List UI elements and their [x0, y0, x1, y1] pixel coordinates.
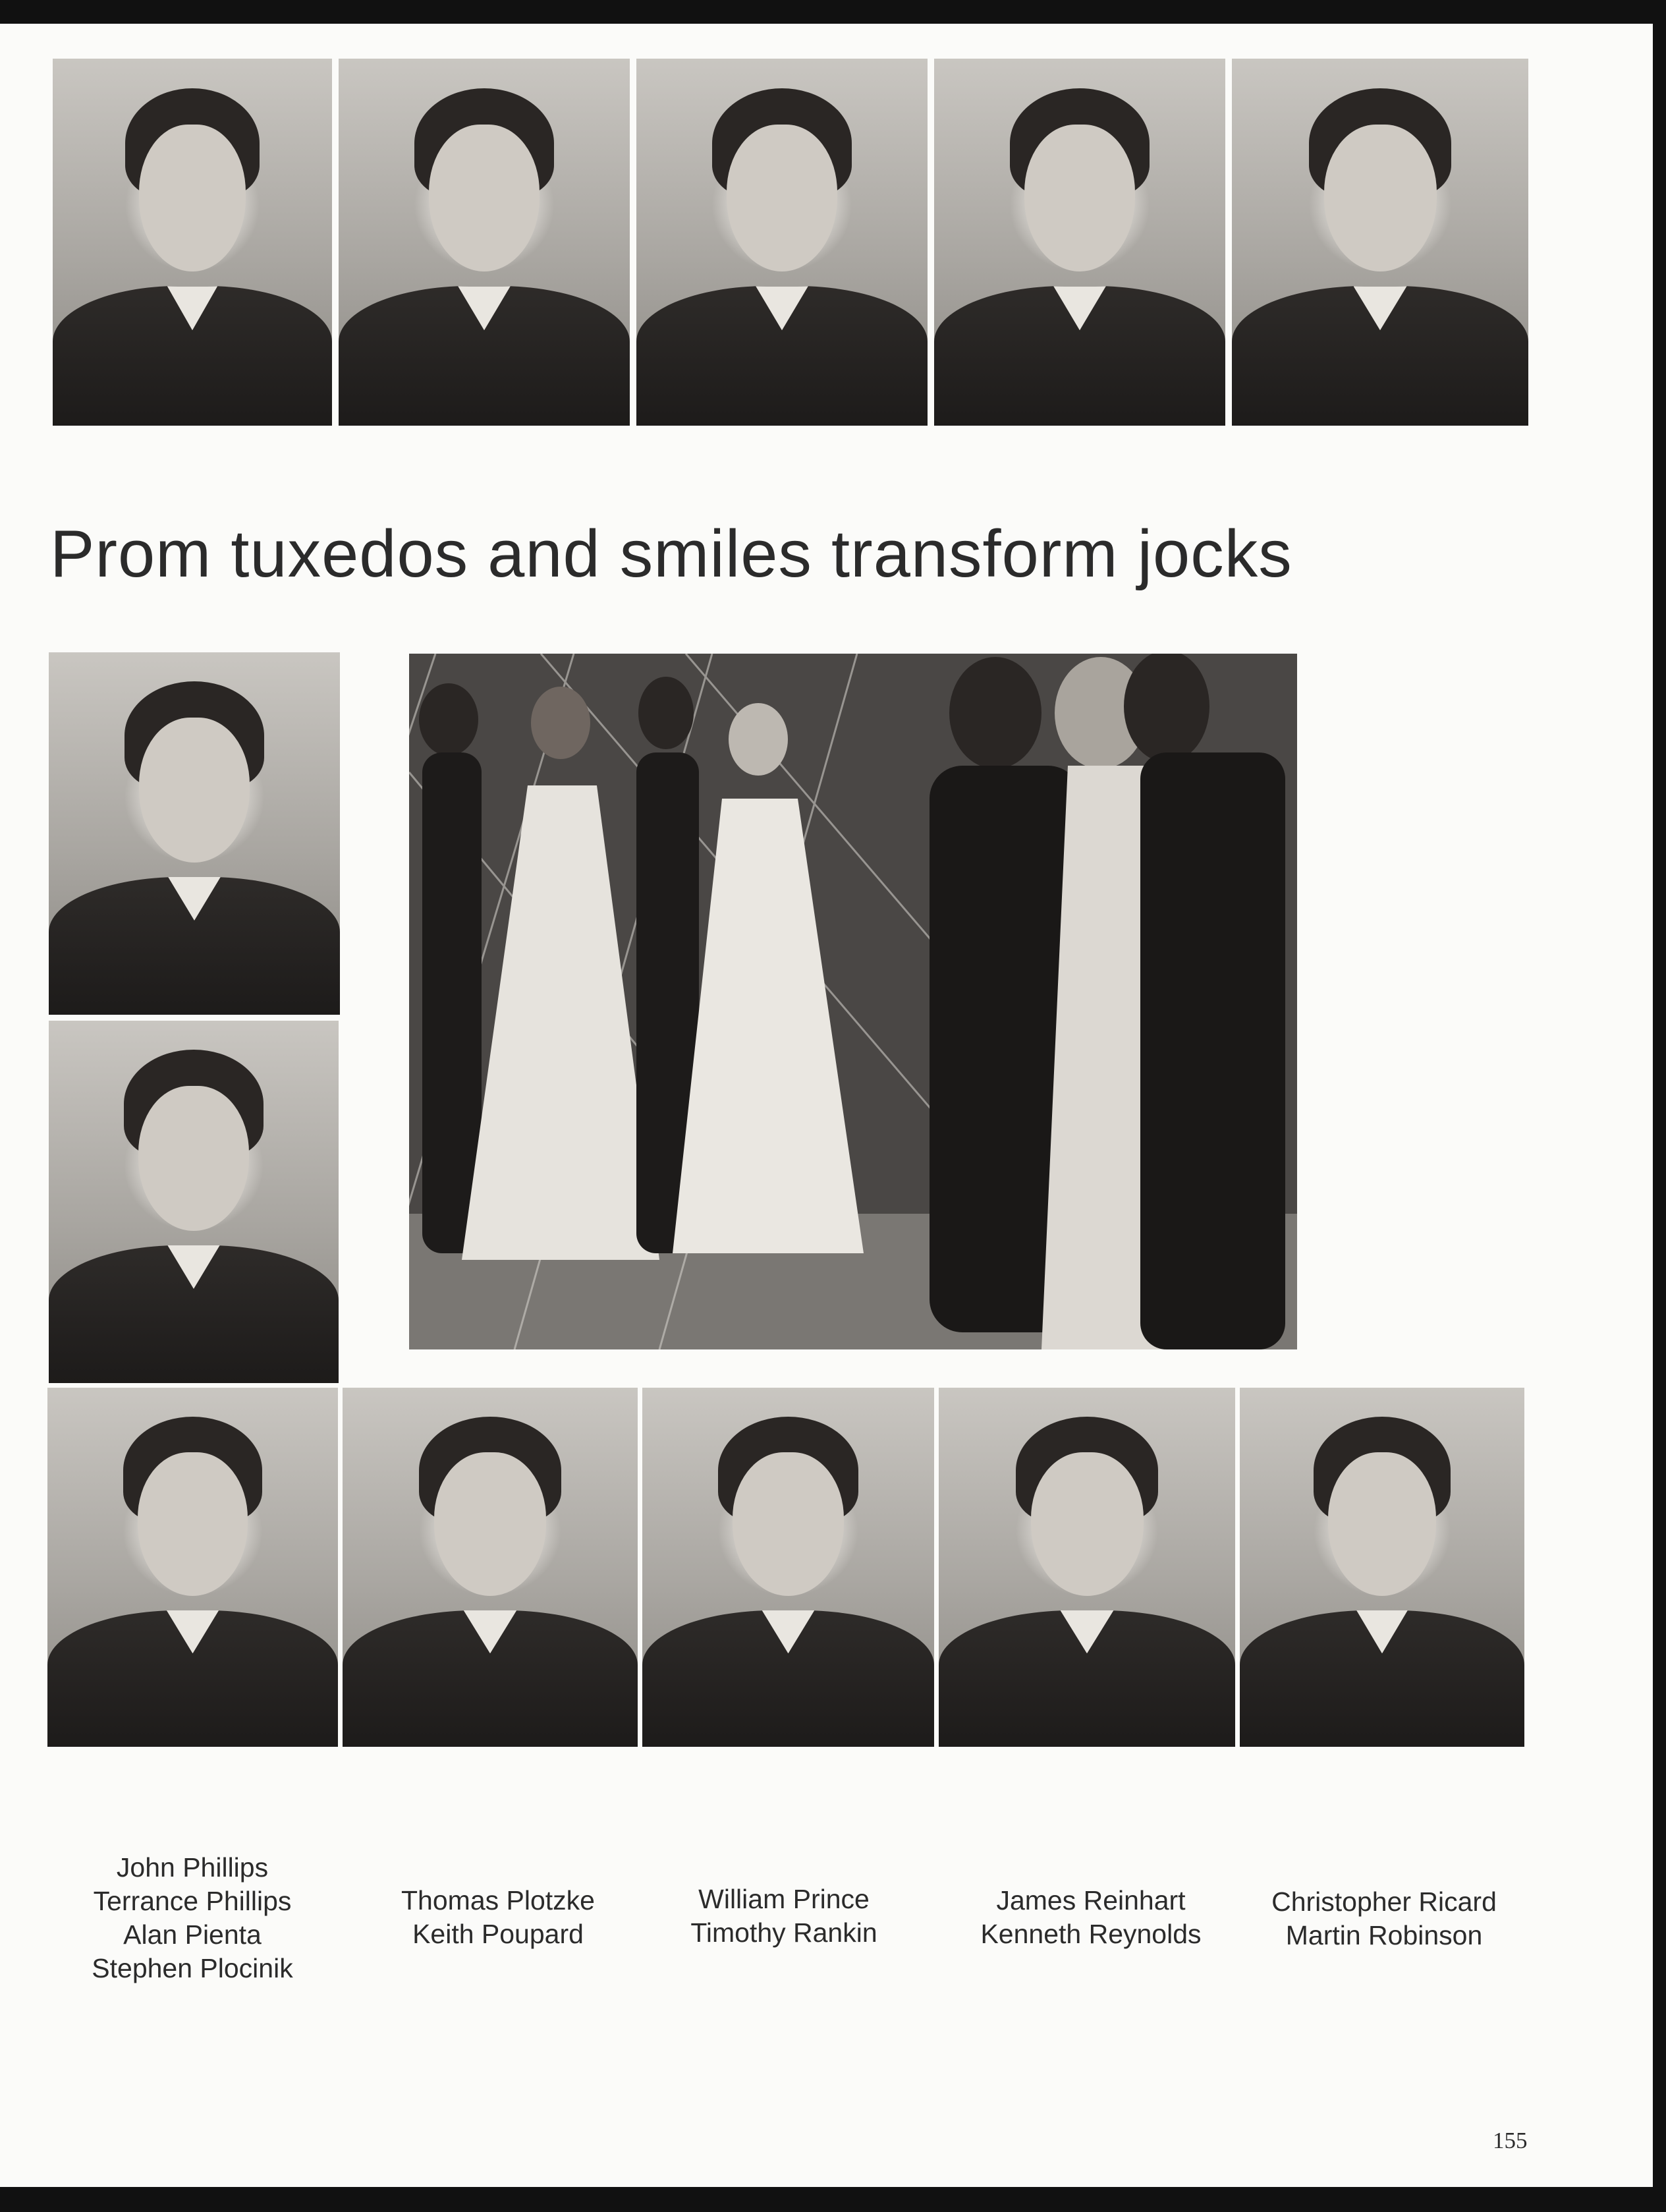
- student-name: Christopher Ricard: [1271, 1886, 1497, 1917]
- senior-portrait: [49, 652, 340, 1015]
- student-name: James Reinhart: [996, 1885, 1186, 1915]
- name-caption-group: [366, 1884, 630, 1951]
- student-name: Martin Robinson: [1285, 1920, 1483, 1950]
- senior-portrait: [339, 59, 630, 426]
- name-caption-group: [652, 1883, 916, 1950]
- yearbook-page: [0, 24, 1653, 2187]
- senior-portrait: [47, 1388, 338, 1747]
- student-name: William Prince: [698, 1884, 870, 1914]
- senior-portrait: [49, 1021, 339, 1383]
- name-caption-group: [959, 1884, 1223, 1951]
- prom-photo: [409, 654, 1297, 1349]
- student-name: John Phillips: [116, 1852, 269, 1883]
- page-headline: Prom tuxedos and smiles transform jocks: [50, 517, 1292, 591]
- student-name: Thomas Plotzke: [401, 1885, 595, 1915]
- name-caption-group: [61, 1851, 324, 1985]
- senior-portrait: [343, 1388, 638, 1747]
- student-name: Kenneth Reynolds: [980, 1919, 1202, 1949]
- senior-portrait: [934, 59, 1225, 426]
- senior-portrait: [53, 59, 332, 426]
- senior-portrait: [939, 1388, 1235, 1747]
- senior-portrait: [642, 1388, 934, 1747]
- student-name: Terrance Phillips: [93, 1886, 292, 1916]
- student-name: Keith Poupard: [412, 1919, 584, 1949]
- page-number: 155: [1493, 2128, 1528, 2153]
- senior-portrait: [1232, 59, 1528, 426]
- name-caption-group: [1252, 1885, 1516, 1952]
- student-name: Alan Pienta: [123, 1919, 262, 1950]
- senior-portrait: [1240, 1388, 1524, 1747]
- student-name: Timothy Rankin: [690, 1917, 877, 1948]
- student-name: Stephen Plocinik: [92, 1953, 293, 1983]
- senior-portrait: [636, 59, 928, 426]
